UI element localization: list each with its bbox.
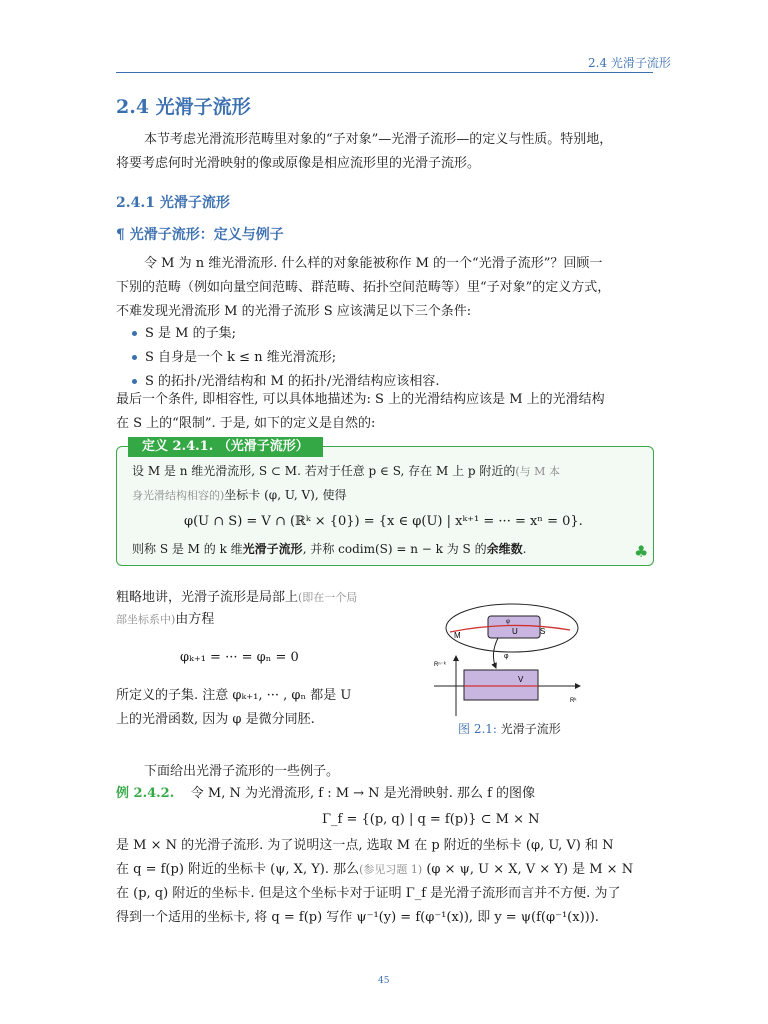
graph-formula: Γ_f = {(p, q) | q = f(p)} ⊂ M × N bbox=[322, 812, 540, 827]
term-smooth-submanifold: 光滑子流形 bbox=[242, 542, 303, 556]
label-R-horizontal: Rᵏ bbox=[570, 698, 577, 704]
label-V: V bbox=[518, 675, 524, 684]
label-U: U bbox=[512, 627, 518, 636]
term-codimension: 余维数 bbox=[486, 542, 523, 556]
local-line-2: 部坐标系中)由方程 bbox=[116, 612, 215, 627]
example-line-3: 在 q = f(p) 附近的坐标卡 (ψ, X, Y). 那么(参见习题 1) (φ × ψ, U × X, V × Y) 是 M × N bbox=[116, 862, 634, 877]
bullet-icon bbox=[132, 331, 137, 336]
bullet-icon bbox=[132, 355, 137, 360]
definition-line-1: 设 M 是 n 维光滑流形, S ⊂ M. 若对于任意 p ∈ S, 存在 M 上 p 附近的(与 M 本 bbox=[132, 464, 560, 478]
list-item: S 的拓扑/光滑结构和 M 的拓扑/光滑结构应该相容. bbox=[132, 370, 440, 394]
example-label: 例 2.4.2. bbox=[116, 786, 175, 801]
local-line-1: 粗略地讲，光滑子流形是局部上(即在一个局 bbox=[116, 590, 358, 605]
chart-image-V bbox=[464, 670, 538, 700]
conditions-list bbox=[132, 322, 440, 394]
label-phi-top: φ bbox=[506, 619, 510, 625]
motivation-paragraph bbox=[116, 252, 656, 324]
motivation-line-3: 不难发现光滑流形 M 的光滑子流形 S 应该满足以下三个条件: bbox=[116, 304, 472, 319]
example-line-5: 得到一个适用的坐标卡, 将 q = f(p) 写作 ψ⁻¹(y) = f(φ⁻¹(x)), 即 y = ψ(f(φ⁻¹(x))). bbox=[116, 910, 599, 925]
examples-intro: 下面给出光滑子流形的一些例子。 bbox=[144, 764, 340, 779]
example-body bbox=[116, 834, 656, 930]
definition-line-2: 身光滑结构相容的)坐标卡 (φ, U, V), 使得 bbox=[132, 488, 347, 502]
label-M: M bbox=[454, 631, 461, 640]
definition-formula: φ(U ∩ S) = V ∩ (ℝᵏ × {0}) = {x ∈ φ(U) | xᵏ⁺¹ = ··· = xⁿ = 0}. bbox=[184, 514, 583, 529]
page-number: 45 bbox=[378, 976, 390, 986]
list-item: S 自身是一个 k ≤ n 维光滑流形; bbox=[132, 346, 440, 370]
figure-label: 图 2.1: bbox=[458, 722, 497, 736]
example-line-1: 例 2.4.2. 令 M, N 为光滑流形, f : M → N 是光滑映射. 那么 f 的图像 bbox=[116, 786, 536, 801]
definition-line-3: 则称 S 是 M 的 k 维光滑子流形, 并称 codim(S) = n − k 为 S 的余维数. bbox=[132, 542, 527, 556]
intro-line-2: 将要考虑何时光滑映射的像或原像是相应流形里的光滑子流形。 bbox=[116, 156, 481, 171]
local-line-3: 所定义的子集. 注意 φₖ₊₁, ··· , φₙ 都是 U bbox=[116, 688, 352, 703]
figure-caption: 图 2.1: 光滑子流形 bbox=[458, 722, 561, 736]
example-line-2: 是 M × N 的光滑子流形. 为了说明这一点, 选取 M 在 p 附近的坐标卡 (φ, U, V) 和 N bbox=[116, 838, 614, 853]
compatibility-paragraph bbox=[116, 388, 656, 436]
local-formula: φₖ₊₁ = ··· = φₙ = 0 bbox=[180, 650, 299, 665]
compat-line-1: 最后一个条件, 即相容性, 可以具体地描述为: S 上的光滑结构应该是 M 上的光滑结构 bbox=[116, 392, 605, 407]
motivation-line-2: 下别的范畴（例如向量空间范畴、群范畴、拓扑空间范畴等）里“子对象”的定义方式， bbox=[116, 280, 611, 295]
list-item: S 是 M 的子集; bbox=[132, 322, 440, 346]
submanifold-figure bbox=[420, 598, 650, 720]
section-title: 2.4 光滑子流形 bbox=[116, 96, 251, 118]
motivation-line-1: 令 M 为 n 维光滑流形. 什么样的对象能被称作 M 的一个“光滑子流形”？回顾一 bbox=[144, 256, 603, 271]
paragraph-heading: ¶ 光滑子流形：定义与例子 bbox=[116, 227, 284, 243]
running-head: 2.4 光滑子流形 bbox=[588, 56, 671, 70]
example-line-4: 在 (p, q) 附近的坐标卡. 但是这个坐标卡对于证明 Γ_f 是光滑子流形而言并不方便. 为了 bbox=[116, 886, 621, 901]
definition-tag: 定义 2.4.1. （光滑子流形） bbox=[128, 437, 323, 457]
header-rule bbox=[116, 72, 653, 73]
intro-paragraph bbox=[116, 128, 656, 176]
intro-line-1: 本节考虑光滑流形范畴里对象的“子对象”—光滑子流形—的定义与性质。特别地， bbox=[144, 132, 613, 147]
chart-map-arrow bbox=[493, 638, 498, 668]
club-icon: ♣ bbox=[634, 542, 649, 561]
label-phi-arrow: φ bbox=[504, 653, 509, 660]
label-R-vertical: Rⁿ⁻ᵏ bbox=[434, 662, 446, 668]
subsection-title: 2.4.1 光滑子流形 bbox=[116, 195, 230, 211]
label-S: S bbox=[540, 627, 546, 636]
compat-line-2: 在 S 上的“限制”. 于是, 如下的定义是自然的: bbox=[116, 416, 376, 431]
bullet-icon bbox=[132, 379, 137, 384]
local-line-4: 上的光滑函数, 因为 φ 是微分同胚. bbox=[116, 712, 315, 727]
definition-aside-1: (与 M 本 bbox=[515, 465, 560, 478]
definition-aside-2: 身光滑结构相容的) bbox=[132, 489, 225, 502]
